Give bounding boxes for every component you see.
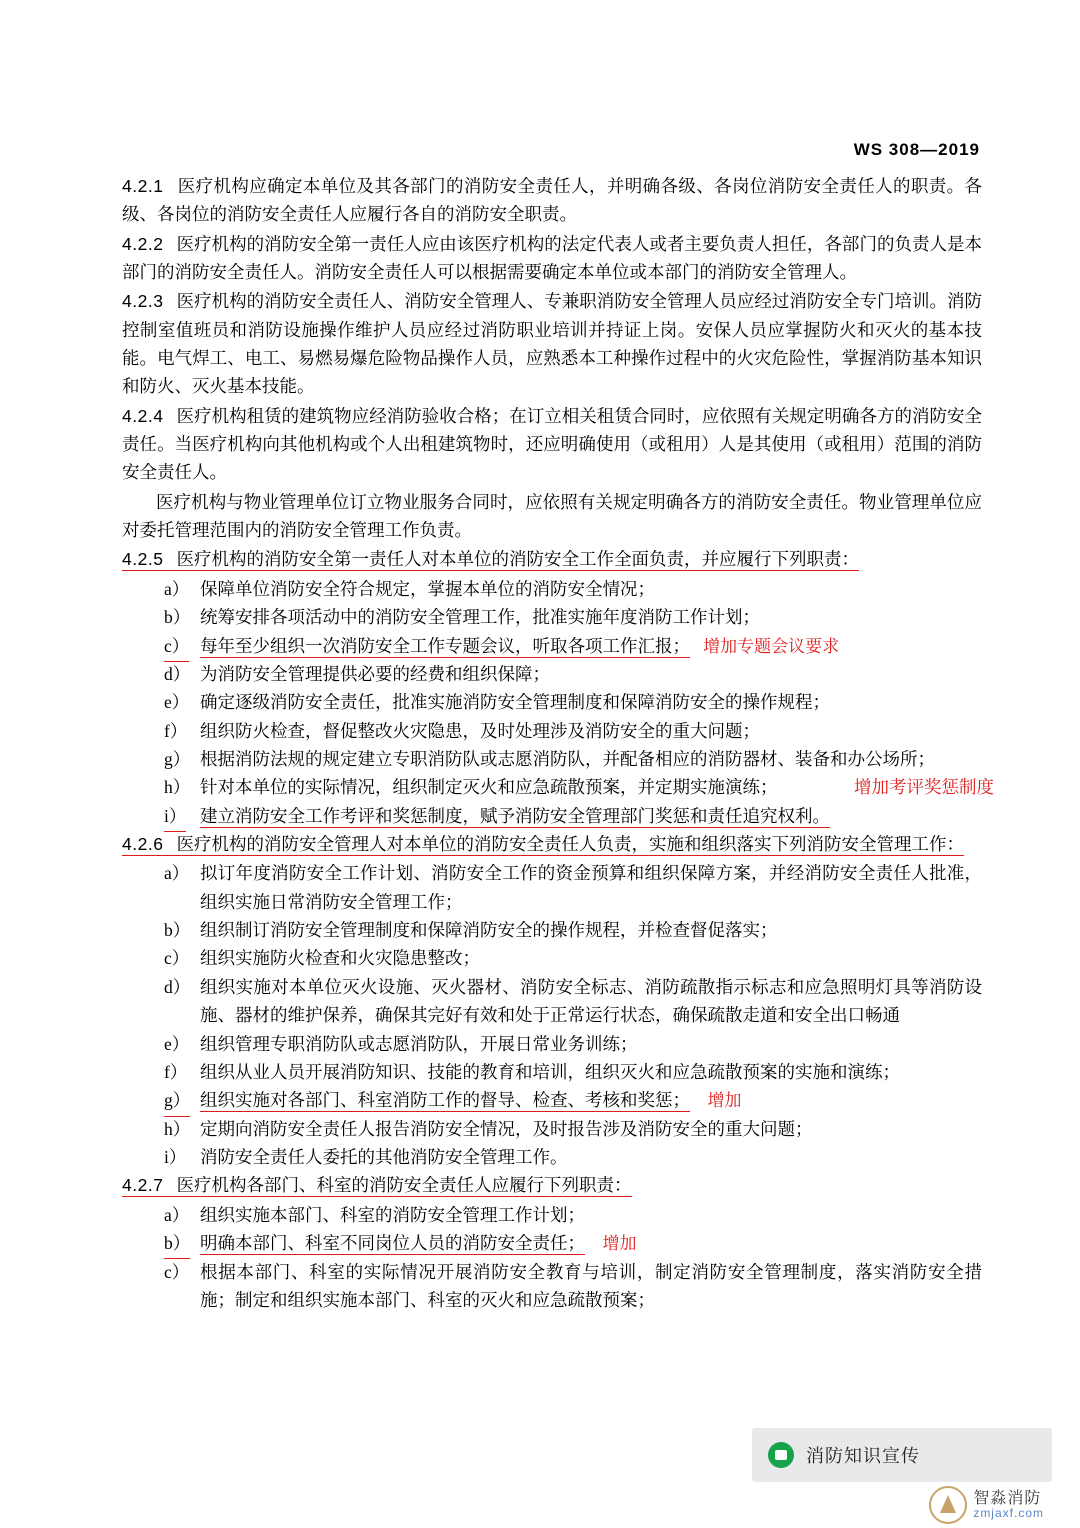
list-item-label: c）	[164, 948, 190, 969]
clause-4-2-7-lead	[122, 1171, 982, 1199]
list-item-text: 建立消防安全工作考评和奖惩制度，赋予消防安全管理部门奖惩和责任追究权利。	[200, 805, 830, 826]
list-item-label: g）	[164, 749, 191, 770]
list-item-text: 根据消防法规的规定建立专职消防队或志愿消防队，并配备相应的消防器材、装备和办公场所；	[200, 749, 935, 770]
list-item	[122, 603, 982, 631]
list-item-text: 拟订年度消防安全工作计划、消防安全工作的资金预算和组织保障方案，并经消防安全责任人批准，组织实施日常消防安全管理工作；	[200, 863, 982, 912]
list-item-text: 确定逐级消防安全责任，批准实施消防安全管理制度和保障消防安全的操作规程；	[200, 692, 830, 713]
paragraph-text: 医疗机构的消防安全第一责任人应由该医疗机构的法定代表人或者主要负责人担任，各部门的负责人是本部门的消防安全责任人。消防安全责任人可以根据需要确定本单位或本部门的消防安全管理人。	[122, 233, 983, 283]
paragraph-text: 医疗机构的消防安全责任人、消防安全管理人、专兼职消防安全管理人员应经过消防安全专门培训。消防控制室值班员和消防设施操作维护人员应经过消防职业培训并持证上岗。安保人员应掌握防火和灭火的基本技能。电气焊工、电工、易燃易爆危险物品操作人员，应熟悉本工种操作过程中的火灾危险性，掌握消防基本知识和防火、灭火基本技能。	[122, 291, 983, 397]
list-item-text: 为消防安全管理提供必要的经费和组织保障；	[200, 664, 550, 685]
list-item	[122, 916, 982, 944]
clause-number: 4.2.6	[122, 834, 164, 855]
list-item-label: a）	[164, 863, 190, 884]
list-item	[122, 973, 982, 1030]
page-header-standard-code: WS 308—2019	[853, 140, 980, 159]
list-item-label: a）	[164, 578, 190, 599]
list-item	[122, 745, 982, 773]
clause-4-2-6-lead	[122, 830, 982, 858]
list-item-label: b）	[164, 607, 191, 628]
list-item-label: e）	[164, 1033, 190, 1054]
wechat-icon	[768, 1442, 794, 1468]
list-item	[122, 944, 982, 972]
list-item-text: 根据本部门、科室的实际情况开展消防安全教育与培训，制定消防安全管理制度，落实消防安全措施；制定和组织实施本部门、科室的灭火和应急疏散预案；	[200, 1261, 982, 1310]
list-item	[122, 575, 982, 603]
annotation-note: 增加考评奖惩制度	[854, 777, 994, 798]
watermark-logo-text	[973, 1490, 1044, 1521]
watermark-account-name: 消防知识宣传	[806, 1446, 920, 1466]
paragraph-number: 4.2.2	[122, 233, 164, 254]
list-item-text: 组织实施防火检查和火灾隐患整改；	[200, 948, 480, 969]
paragraph-4-2-2	[122, 230, 982, 287]
list-item-text: 组织实施本部门、科室的消防安全管理工作计划；	[200, 1204, 585, 1225]
list-item	[122, 1258, 982, 1315]
list-item	[122, 717, 982, 745]
list-item-label: d）	[164, 976, 191, 997]
clause-lead-text: 医疗机构的消防安全第一责任人对本单位的消防安全工作全面负责，并应履行下列职责：	[176, 549, 860, 570]
clause-lead-text: 医疗机构各部门、科室的消防安全责任人应履行下列职责：	[176, 1175, 632, 1196]
paragraph-number: 4.2.4	[122, 405, 164, 426]
clause-lead-text: 医疗机构的消防安全管理人对本单位的消防安全责任人负责，实施和组织落实下列消防安全管理工作：	[176, 834, 965, 855]
list-item	[122, 1143, 982, 1171]
document-body	[122, 172, 994, 1314]
list-item-text: 定期向消防安全责任人报告消防安全情况，及时报告涉及消防安全的重大问题；	[200, 1118, 813, 1139]
list-item-text: 统筹安排各项活动中的消防安全管理工作，批准实施年度消防工作计划；	[200, 607, 760, 628]
paragraph-property-management: 医疗机构与物业管理单位订立物业服务合同时，应依照有关规定明确各方的消防安全责任。物业管理单位应对委托管理范围内的消防安全管理工作负责。	[122, 491, 982, 541]
list-item	[122, 802, 982, 830]
list-item	[122, 1030, 982, 1058]
paragraph-4-2-3	[122, 287, 982, 400]
list-item-label: b）	[164, 1229, 190, 1259]
list-item	[122, 632, 982, 661]
list-item-text: 组织从业人员开展消防知识、技能的教育和培训，组织灭火和应急疏散预案的实施和演练；	[200, 1061, 900, 1082]
list-item-text: 组织防火检查，督促整改火灾隐患，及时处理涉及消防安全的重大问题；	[200, 720, 760, 741]
annotation-note: 增加	[602, 1234, 637, 1254]
paragraph-number: 4.2.3	[122, 291, 164, 312]
list-item-text: 保障单位消防安全符合规定，掌握本单位的消防安全情况；	[200, 578, 655, 599]
list-item-text: 组织实施对各部门、科室消防工作的督导、检查、考核和奖惩；	[200, 1090, 690, 1111]
paragraph-4-2-4	[122, 402, 982, 487]
list-item-label: h）	[164, 777, 191, 798]
paragraph-text: 医疗机构应确定本单位及其各部门的消防安全责任人，并明确各级、各岗位消防安全责任人的职责。各级、各岗位的消防安全责任人应履行各自的消防安全职责。	[122, 176, 983, 225]
list-item	[122, 1086, 982, 1115]
list-item	[122, 1229, 982, 1258]
paragraph-4-2-1	[122, 172, 982, 229]
paragraph-text: 医疗机构租赁的建筑物应经消防验收合格；在订立相关租赁合同时，应依照有关规定明确各方的消防安全责任。当医疗机构向其他机构或个人出租建筑物时，还应明确使用（或租用）人是其使用（或租用）范围的消防安全责任人。	[122, 405, 983, 483]
watermark-logo-title: 智淼消防	[973, 1489, 1042, 1507]
list-item-label: i）	[164, 1147, 187, 1168]
list-item-label: b）	[164, 920, 191, 941]
list-item-label: h）	[164, 1118, 191, 1139]
list-item-label: g）	[164, 1086, 190, 1116]
list-item	[122, 660, 982, 688]
flame-logo-icon	[929, 1486, 967, 1524]
list-item-text: 消防安全责任人委托的其他消防安全管理工作。	[200, 1147, 568, 1168]
clause-number: 4.2.5	[122, 549, 164, 570]
list-item-label: e）	[164, 692, 190, 713]
clause-4-2-5-lead	[122, 545, 982, 573]
watermark-bar	[752, 1428, 1052, 1482]
annotation-note: 增加	[707, 1091, 742, 1111]
list-item	[122, 1058, 982, 1086]
paragraph-number: 4.2.1	[122, 176, 164, 196]
list-item-text: 组织管理专职消防队或志愿消防队，开展日常业务训练；	[200, 1033, 638, 1054]
list-item-label: d）	[164, 664, 191, 685]
list-item	[122, 1201, 982, 1229]
list-item-text: 组织实施对本单位灭火设施、灭火器材、消防安全标志、消防疏散指示标志和应急照明灯具等消防设施、器材的维护保养，确保其完好有效和处于正常运行状态，确保疏散走道和安全出口畅通	[200, 976, 982, 1026]
list-item-label: f）	[164, 1061, 188, 1082]
watermark-logo-url: zmjaxf.com	[973, 1506, 1044, 1521]
clause-number: 4.2.7	[122, 1175, 164, 1196]
list-item-text: 组织制订消防安全管理制度和保障消防安全的操作规程，并检查督促落实；	[200, 920, 778, 941]
list-item-label: c）	[164, 1261, 190, 1282]
watermark-logo	[929, 1486, 1044, 1524]
list-item	[122, 859, 982, 916]
annotation-note: 增加专题会议要求	[703, 636, 840, 656]
list-item-label: i）	[164, 802, 186, 832]
list-item-label: c）	[164, 632, 189, 662]
list-item-text: 针对本单位的实际情况，组织制定灭火和应急疏散预案，并定期实施演练；	[200, 777, 778, 798]
list-item	[122, 773, 994, 801]
list-item	[122, 688, 982, 716]
list-item-text: 每年至少组织一次消防安全工作专题会议，听取各项工作汇报；	[200, 635, 690, 656]
list-item-label: f）	[164, 720, 188, 741]
list-item-label: a）	[164, 1204, 190, 1225]
list-item-text: 明确本部门、科室不同岗位人员的消防安全责任；	[200, 1233, 585, 1254]
list-item	[122, 1115, 982, 1143]
